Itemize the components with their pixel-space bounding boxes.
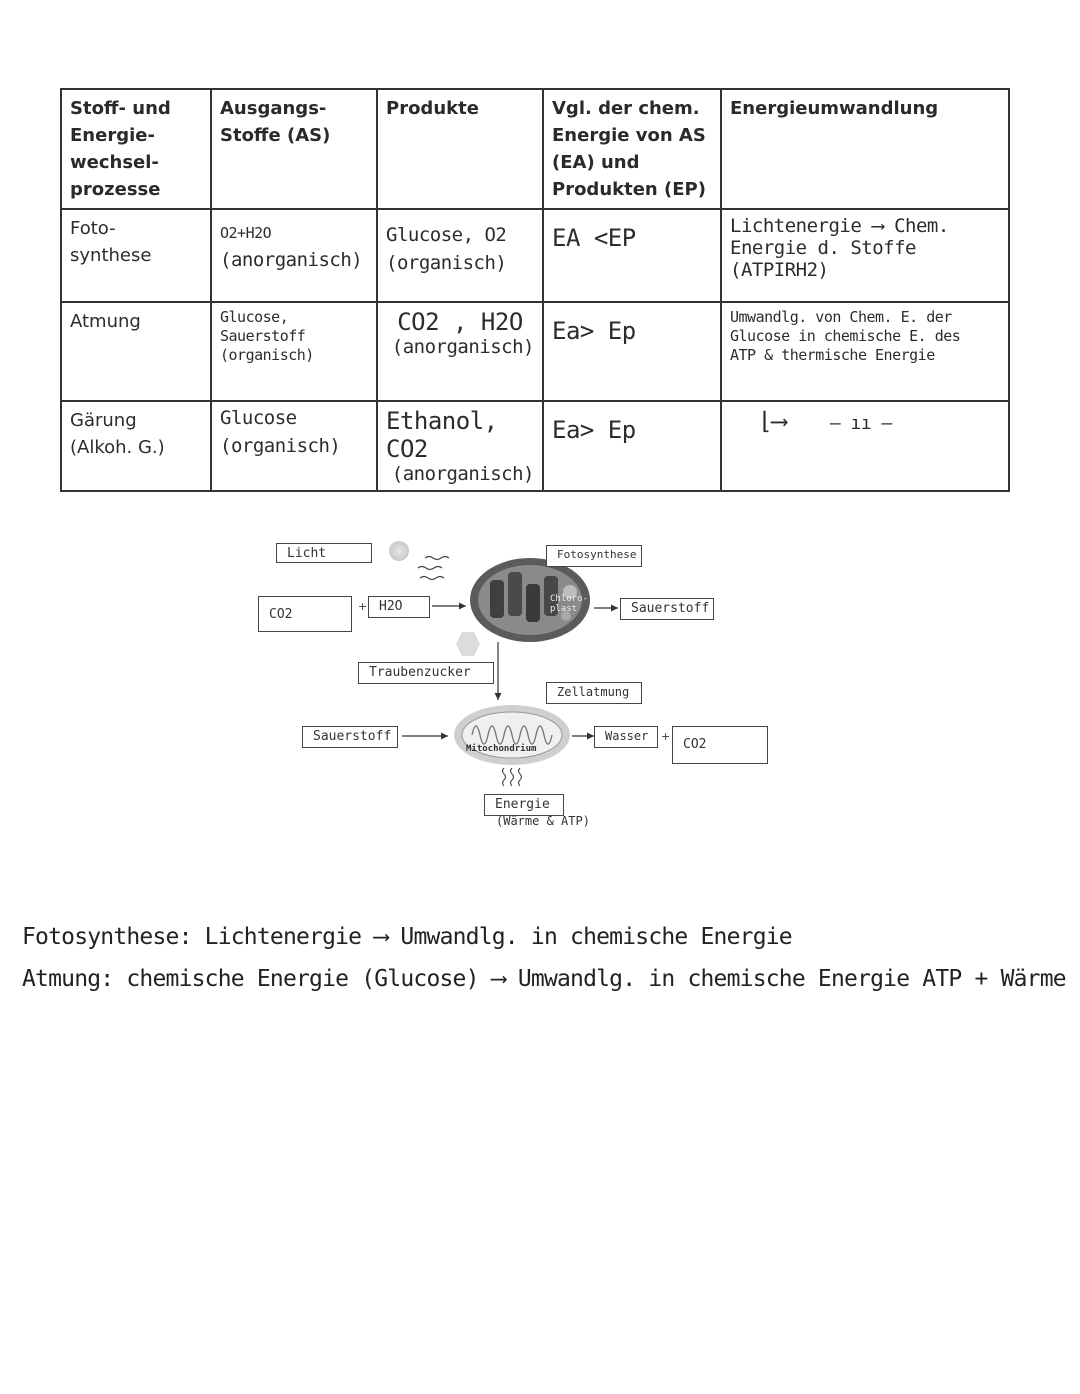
educts-text: O2+H2O bbox=[220, 224, 272, 242]
plus-sign: + bbox=[358, 600, 368, 613]
conversion-line-1: Umwandlg. von Chem. E. der bbox=[730, 308, 952, 326]
sauerstoff-left-box: Sauerstoff bbox=[302, 726, 398, 748]
table-row-atmung bbox=[61, 302, 1009, 401]
cell-educts bbox=[211, 302, 377, 401]
table-row-fotosynthese bbox=[61, 209, 1009, 302]
traubenzucker-box: Traubenzucker bbox=[358, 662, 494, 684]
photosynthesis-respiration-diagram bbox=[240, 530, 800, 840]
conversion-line-3: ATP & thermische Energie bbox=[730, 346, 935, 364]
arrow-icon: ⟶ bbox=[491, 966, 505, 992]
heat-squiggles-icon bbox=[503, 768, 522, 786]
cell-process bbox=[61, 401, 211, 491]
arrow-icon: ⟶ bbox=[374, 924, 388, 950]
process-text-2: (Alkoh. G.) bbox=[70, 437, 165, 458]
header-energy-conversion: Energieumwandlung bbox=[721, 89, 1009, 209]
co2-left-box: CO2 bbox=[258, 596, 352, 632]
products-note: (anorganisch) bbox=[391, 463, 534, 485]
educts-text-2: Sauerstoff bbox=[220, 327, 306, 345]
products-text: Ethanol, CO2 bbox=[386, 407, 498, 463]
cell-educts bbox=[211, 209, 377, 302]
products-text: CO2 , H2O bbox=[397, 308, 523, 336]
header-products: Produkte bbox=[377, 89, 543, 209]
products-text: Glucose, O2 bbox=[386, 224, 507, 246]
cell-process: Atmung bbox=[61, 302, 211, 401]
energy-comparison-table bbox=[60, 88, 1010, 492]
wasser-box: Wasser bbox=[594, 726, 658, 748]
cell-products bbox=[377, 302, 543, 401]
energie-box: Energie bbox=[484, 794, 564, 816]
cell-energy-conversion bbox=[721, 302, 1009, 401]
cell-energy-conversion bbox=[721, 209, 1009, 302]
compare-text: EA <EP bbox=[552, 224, 636, 252]
conversion-line-2: Energie d. Stoffe (ATPIRH2) bbox=[730, 237, 916, 281]
conversion-ditto: – ıı – bbox=[829, 413, 892, 434]
licht-box: Licht bbox=[276, 543, 372, 563]
conversion-line-2: Glucose in chemische E. des bbox=[730, 327, 961, 345]
cell-energy-compare bbox=[543, 209, 721, 302]
sauerstoff-right-box: Sauerstoff bbox=[620, 598, 714, 620]
educts-note: (organisch) bbox=[220, 435, 341, 457]
process-text: Gärung bbox=[70, 410, 137, 431]
chloroplast-label: Chloro- plast bbox=[550, 594, 588, 614]
educts-note: (anorganisch) bbox=[220, 249, 363, 271]
cell-products bbox=[377, 209, 543, 302]
conversion-line-1: Lichtenergie ⟶ Chem. bbox=[730, 215, 949, 237]
plus-sign-2: + bbox=[661, 730, 671, 743]
header-educts: Ausgangs- Stoffe (AS) bbox=[211, 89, 377, 209]
cell-energy-compare bbox=[543, 401, 721, 491]
summary-line-atmung bbox=[22, 966, 1066, 992]
educts-text: Glucose bbox=[220, 407, 297, 429]
summary-1-label: Fotosynthese: Lichtenergie bbox=[22, 924, 362, 950]
co2-right-box: CO2 bbox=[672, 726, 768, 764]
header-process: Stoff- und Energie- wechsel- prozesse bbox=[61, 89, 211, 209]
products-note: (anorganisch) bbox=[391, 336, 534, 358]
conversion-line-1: ⌊⟶ bbox=[758, 407, 786, 435]
fotosynthese-box: Fotosynthese bbox=[546, 545, 642, 567]
compare-text: Ea> Ep bbox=[552, 317, 636, 345]
light-waves-icon bbox=[418, 557, 449, 580]
summary-line-fotosynthese bbox=[22, 924, 792, 950]
summary-2-label: Atmung: chemische Energie (Glucose) bbox=[22, 966, 479, 992]
cell-energy-conversion bbox=[721, 401, 1009, 491]
cell-products bbox=[377, 401, 543, 491]
cell-process: Foto- synthese bbox=[61, 209, 211, 302]
mitochondrion-icon bbox=[454, 705, 570, 765]
table-header-row bbox=[61, 89, 1009, 209]
table-row-gaerung bbox=[61, 401, 1009, 491]
glucose-hexagon-icon bbox=[456, 632, 480, 656]
summary-2-text: Umwandlg. in chemische Energie ATP + Wärme bbox=[517, 966, 1066, 992]
conversion-arrow-icon bbox=[730, 407, 1000, 435]
compare-text: Ea> Ep bbox=[552, 416, 636, 444]
header-energy-compare: Vgl. der chem. Energie von AS (EA) und Produkten (EP) bbox=[543, 89, 721, 209]
sun-icon bbox=[389, 541, 409, 561]
educts-note: (organisch) bbox=[220, 346, 314, 364]
cell-educts bbox=[211, 401, 377, 491]
mitochondrium-label: Mitochondrium bbox=[466, 744, 537, 754]
zellatmung-box: Zellatmung bbox=[546, 682, 642, 704]
products-note: (organisch) bbox=[386, 252, 507, 274]
cell-energy-compare bbox=[543, 302, 721, 401]
educts-text: Glucose, bbox=[220, 308, 289, 326]
h2o-box: H2O bbox=[368, 596, 430, 618]
summary-1-text: Umwandlg. in chemische Energie bbox=[400, 924, 792, 950]
energie-note: (Wärme & ATP) bbox=[496, 814, 590, 828]
